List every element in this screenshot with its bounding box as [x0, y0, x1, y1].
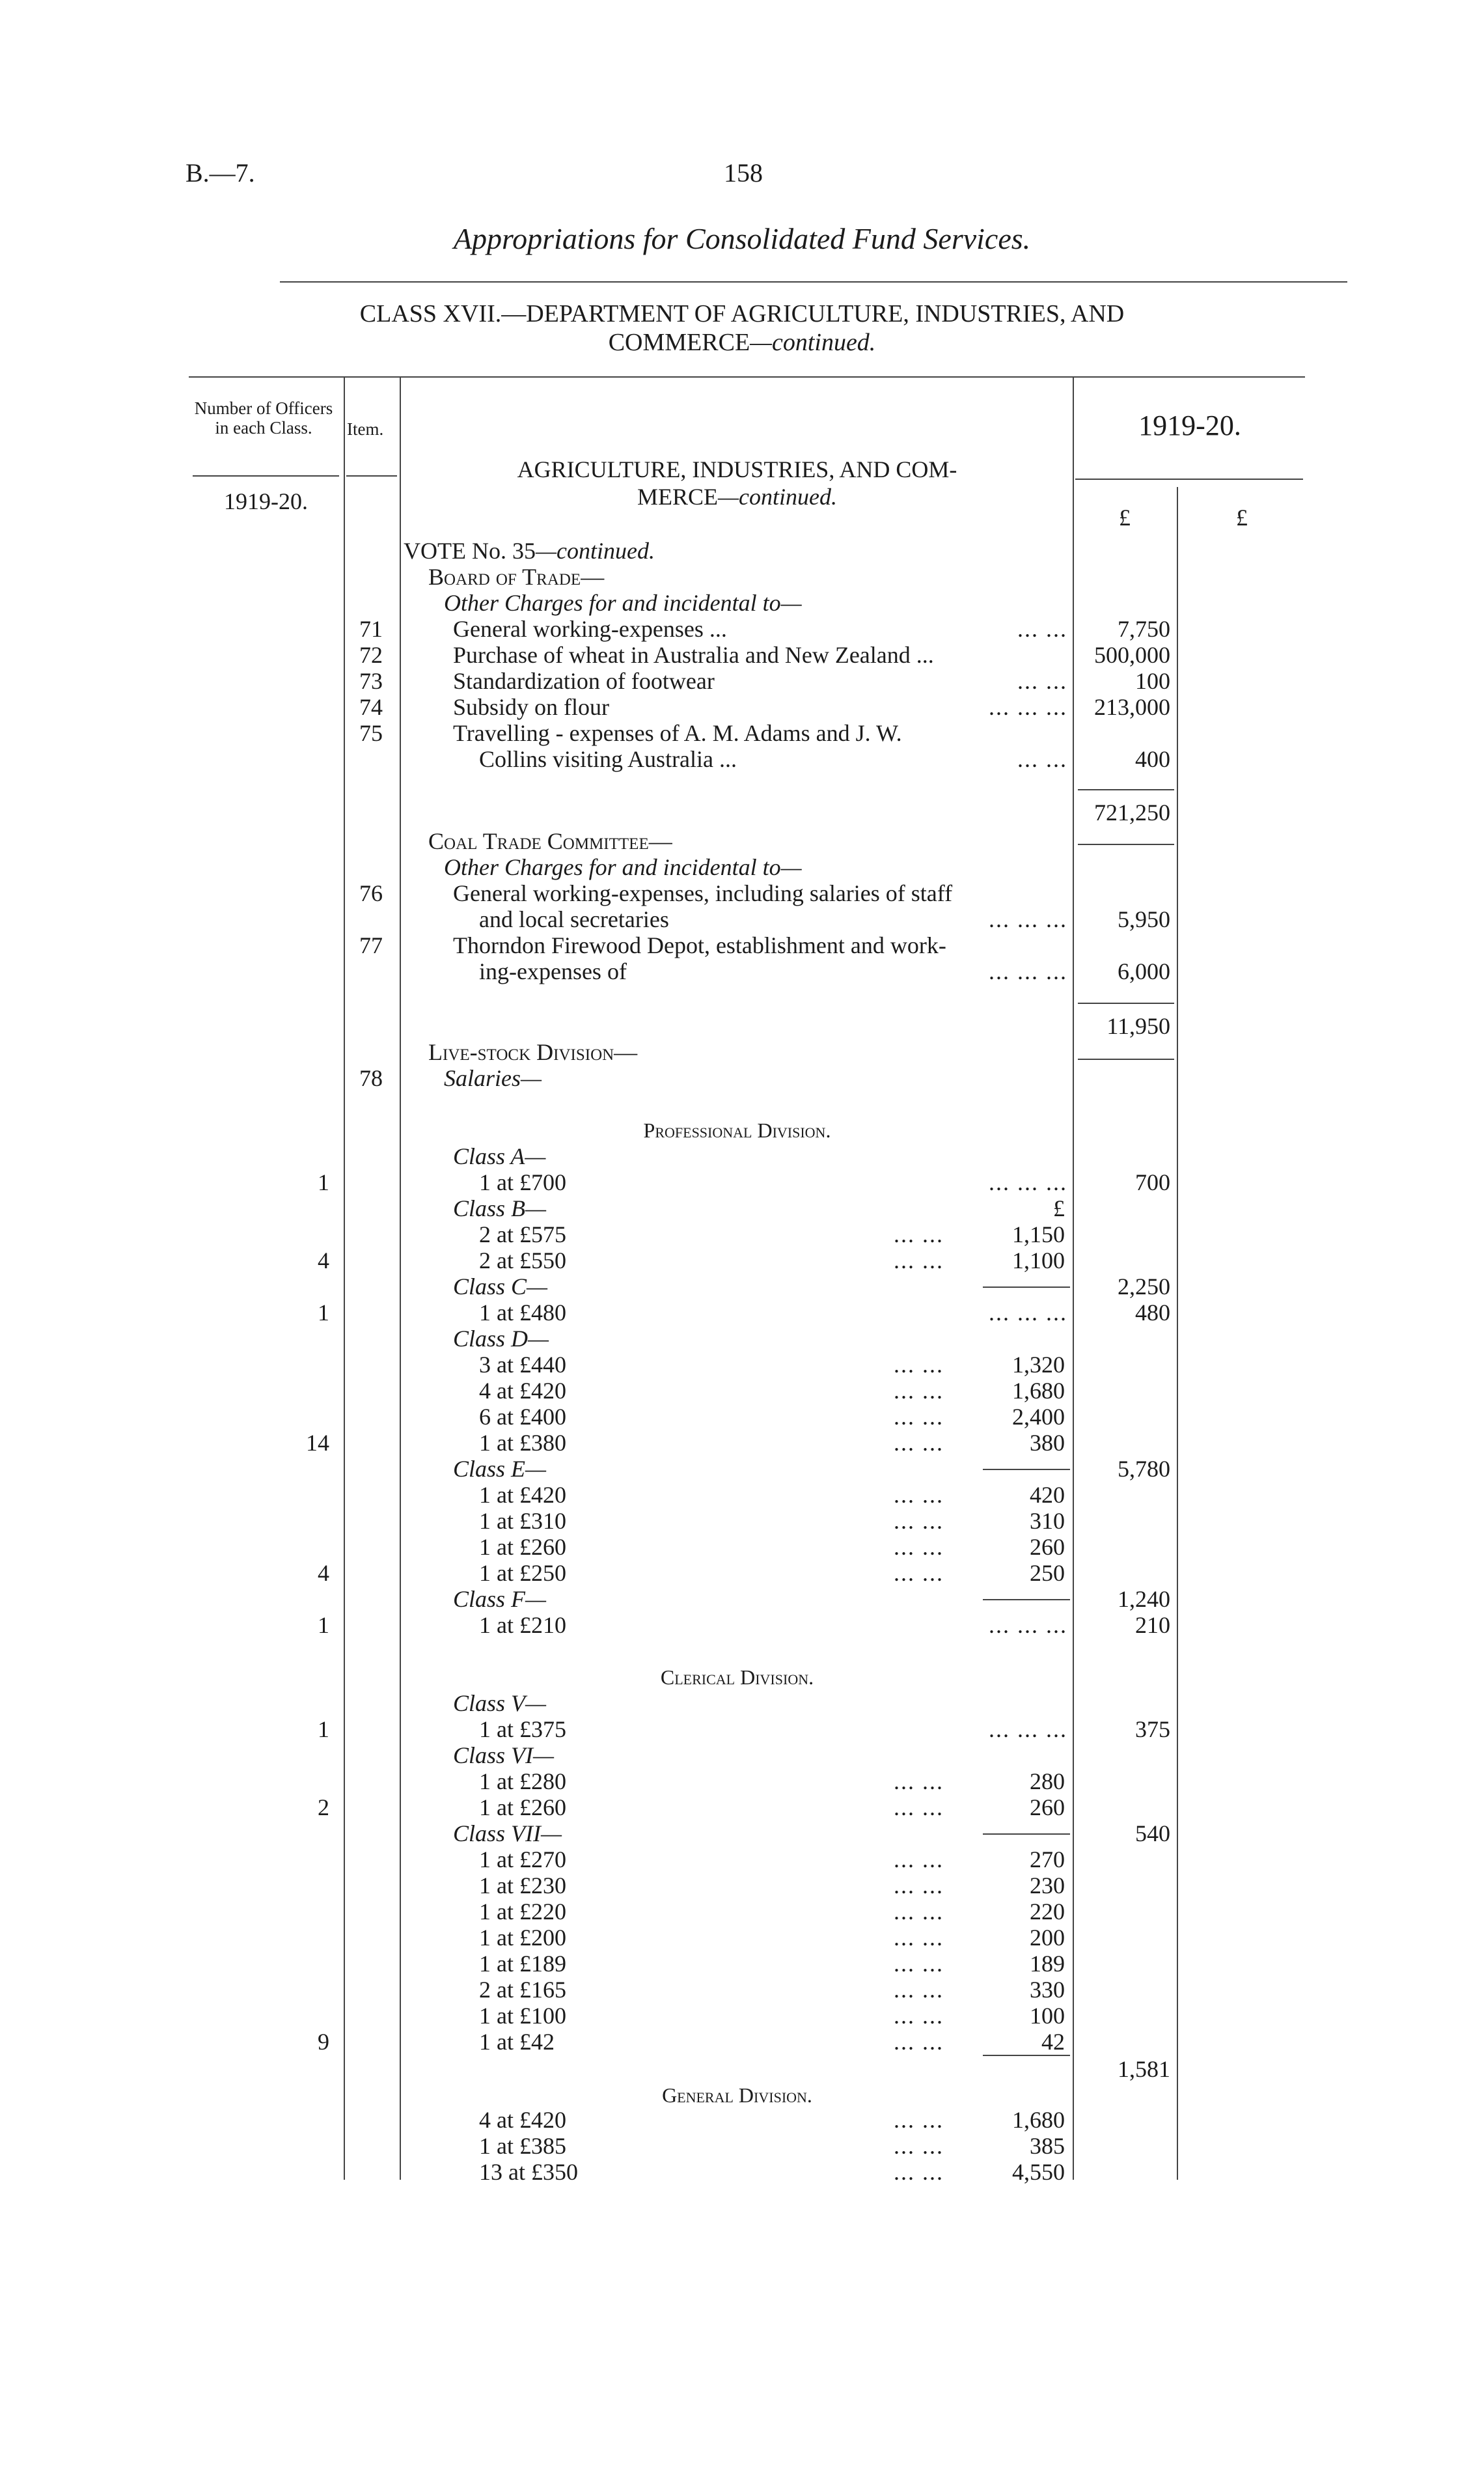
clerical-leader: ... ...: [894, 1768, 944, 1794]
board-of-trade-item-text: Subsidy on flour: [453, 694, 610, 720]
clerical-class-label: Class VII—: [453, 1820, 562, 1846]
professional-total-amount: 5,780: [1118, 1456, 1170, 1482]
professional-leader: ... ...: [894, 1378, 944, 1404]
clerical-leader: ... ...: [894, 1794, 944, 1820]
professional-rate-label: 3 at £440: [479, 1352, 566, 1378]
professional-inner-amount: 380: [1030, 1430, 1065, 1456]
general-division-heading: General Division.: [662, 2083, 812, 2107]
professional-leader: ... ...: [894, 1534, 944, 1560]
table-top-rule: [189, 376, 1305, 378]
board-of-trade-total: 721,250: [1094, 800, 1170, 826]
board-of-trade-item-number: 73: [359, 668, 383, 694]
class-heading-line1: CLASS XVII.—DEPARTMENT OF AGRICULTURE, INDUSTRIES, AND: [359, 300, 1125, 327]
professional-rate-label: 1 at £420: [479, 1482, 566, 1508]
professional-inner-amount: 420: [1030, 1482, 1065, 1508]
board-of-trade-sub: Other Charges for and incidental to—: [444, 590, 802, 616]
clerical-rate-label: 1 at £100: [479, 2003, 566, 2029]
professional-subtotal-rule: [983, 1287, 1070, 1288]
professional-leader: ... ... ...: [989, 1612, 1067, 1638]
year-header-rule: [1075, 479, 1303, 480]
page-number: 158: [724, 158, 763, 188]
professional-officer-count: 4: [318, 1247, 329, 1273]
coal-total-rule: [1078, 1003, 1174, 1004]
clerical-inner-amount: 200: [1030, 1925, 1065, 1951]
professional-division-heading: Professional Division.: [643, 1119, 831, 1142]
clerical-rate-label: 1 at £260: [479, 1794, 566, 1820]
clerical-leader: ... ...: [894, 1925, 944, 1951]
professional-leader: ... ... ...: [989, 1169, 1067, 1195]
vote-heading: VOTE No. 35—continued.: [404, 538, 655, 564]
clerical-rate-label: 2 at £165: [479, 1977, 566, 2003]
class-heading-line2: COMMERCE—continued.: [608, 329, 876, 356]
professional-class-label: Class C—: [453, 1273, 548, 1300]
coal-trade-item-number: 77: [359, 932, 383, 958]
professional-leader: ... ...: [894, 1430, 944, 1456]
officers-year-header: 1919-20.: [224, 488, 308, 514]
professional-total-amount: 210: [1135, 1612, 1170, 1638]
professional-class-label: Class D—: [453, 1326, 549, 1352]
clerical-leader: ... ...: [894, 1872, 944, 1899]
professional-inner-amount: 310: [1030, 1508, 1065, 1534]
coal-total-under-rule: [1078, 1059, 1174, 1060]
board-of-trade-item-amount: 100: [1135, 668, 1170, 694]
professional-rate-label: 2 at £550: [479, 1247, 566, 1273]
officers-column-rule: [344, 376, 345, 2180]
pound-header-2: £: [1236, 505, 1248, 531]
professional-inner-amount: 260: [1030, 1534, 1065, 1560]
professional-total-amount: 2,250: [1118, 1273, 1170, 1300]
professional-subtotal-rule: [983, 1599, 1070, 1600]
livestock-item-number: 78: [359, 1065, 383, 1091]
clerical-inner-amount: 189: [1030, 1951, 1065, 1977]
board-of-trade-item-amount: 7,750: [1118, 616, 1170, 642]
professional-officer-count: 14: [306, 1430, 329, 1456]
clerical-subtotal-rule: [983, 1833, 1070, 1835]
board-of-trade-item-leader: ... ...: [1017, 668, 1067, 694]
professional-rate-label: 1 at £380: [479, 1430, 566, 1456]
year-column-header: 1919-20.: [1138, 410, 1241, 441]
item-header-rule: [346, 475, 397, 477]
professional-officer-count: 1: [318, 1612, 329, 1638]
clerical-leader: ... ... ...: [989, 1716, 1067, 1742]
board-of-trade-item-number: 72: [359, 642, 383, 668]
clerical-inner-amount: 260: [1030, 1794, 1065, 1820]
coal-trade-total: 11,950: [1106, 1013, 1170, 1039]
coal-trade-item-amount: 6,000: [1118, 958, 1170, 984]
class-heading: [0, 299, 1484, 357]
board-of-trade-item-amount: 400: [1135, 746, 1170, 772]
professional-rate-label: 2 at £575: [479, 1221, 566, 1247]
clerical-division-heading: Clerical Division.: [660, 1665, 814, 1689]
clerical-class-label: Class V—: [453, 1690, 547, 1716]
clerical-rate-label: 1 at £280: [479, 1768, 566, 1794]
professional-leader: ... ...: [894, 1221, 944, 1247]
board-of-trade-item-number: 75: [359, 720, 383, 746]
professional-total-amount: 1,240: [1118, 1586, 1170, 1612]
board-of-trade-item-text: Purchase of wheat in Australia and New Zealand ...: [453, 642, 934, 668]
clerical-leader: ... ...: [894, 1846, 944, 1872]
board-of-trade-item-text: General working-expenses ...: [453, 616, 727, 642]
page-title: Appropriations for Consolidated Fund Services.: [453, 222, 1031, 255]
general-rate-label: 13 at £350: [479, 2159, 578, 2185]
clerical-rate-label: 1 at £200: [479, 1925, 566, 1951]
general-leader: ... ...: [894, 2133, 944, 2159]
clerical-leader: ... ...: [894, 2029, 944, 2055]
clerical-rate-label: 1 at £220: [479, 1899, 566, 1925]
clerical-leader: ... ...: [894, 1951, 944, 1977]
board-of-trade-item-number: 71: [359, 616, 383, 642]
coal-trade-heading: Coal Trade Committee—: [428, 828, 672, 854]
board-of-trade-item-amount: 500,000: [1094, 642, 1170, 668]
professional-leader: ... ... ...: [989, 1300, 1067, 1326]
professional-rate-label: 1 at £310: [479, 1508, 566, 1534]
professional-officer-count: 4: [318, 1560, 329, 1586]
clerical-rate-label: 1 at £230: [479, 1872, 566, 1899]
board-of-trade-item-number: 74: [359, 694, 383, 720]
professional-leader: ... ...: [894, 1508, 944, 1534]
coal-trade-item-text: and local secretaries: [479, 906, 669, 932]
board-of-trade-item-leader: ... ...: [1017, 746, 1067, 772]
clerical-leader: ... ...: [894, 2003, 944, 2029]
professional-inner-amount: 1,150: [1012, 1221, 1065, 1247]
clerical-subtotal-rule: [983, 2055, 1070, 2056]
professional-total-amount: 480: [1135, 1300, 1170, 1326]
board-of-trade-item-text: Collins visiting Australia ...: [479, 746, 737, 772]
board-of-trade-item-leader: ... ...: [1017, 616, 1067, 642]
general-leader: ... ...: [894, 2159, 944, 2185]
coal-trade-item-text: ing-expenses of: [479, 958, 627, 984]
board-of-trade-item-text: Travelling - expenses of A. M. Adams and J. W.: [453, 720, 902, 746]
professional-rate-label: 1 at £260: [479, 1534, 566, 1560]
clerical-officer-count: 1: [318, 1716, 329, 1742]
coal-trade-item-leader: ... ... ...: [989, 958, 1067, 984]
board-of-trade-item-leader: ... ... ...: [989, 694, 1067, 720]
professional-rate-label: 4 at £420: [479, 1378, 566, 1404]
professional-inner-amount: 1,100: [1012, 1247, 1065, 1273]
general-inner-amount: 385: [1030, 2133, 1065, 2159]
professional-rate-label: 1 at £250: [479, 1560, 566, 1586]
coal-trade-item-amount: 5,950: [1118, 906, 1170, 932]
coal-trade-item-leader: ... ... ...: [989, 906, 1067, 932]
professional-leader: ... ...: [894, 1352, 944, 1378]
clerical-inner-amount: 100: [1030, 2003, 1065, 2029]
general-rate-label: 4 at £420: [479, 2107, 566, 2133]
board-of-trade-item-amount: 213,000: [1094, 694, 1170, 720]
professional-class-label: Class B—: [453, 1195, 547, 1221]
professional-class-label: Class E—: [453, 1456, 547, 1482]
general-rate-label: 1 at £385: [479, 2133, 566, 2159]
total-column-rule: [1177, 487, 1178, 2180]
header-rule: [280, 281, 1347, 283]
professional-leader: ... ...: [894, 1404, 944, 1430]
general-inner-amount: 4,550: [1012, 2159, 1065, 2185]
professional-inner-amount: 1,680: [1012, 1378, 1065, 1404]
board-of-trade-heading: Board of Trade—: [428, 564, 605, 590]
clerical-total-amount: 540: [1135, 1820, 1170, 1846]
professional-rate-label: 1 at £480: [479, 1300, 566, 1326]
clerical-inner-amount: 42: [1041, 2029, 1065, 2055]
coal-trade-item-number: 76: [359, 880, 383, 906]
clerical-total: 1,581: [1118, 2056, 1170, 2082]
professional-rate-label: 1 at £700: [479, 1169, 566, 1195]
coal-trade-item-text: General working-expenses, including salaries of staff: [453, 880, 953, 906]
clerical-rate-label: 1 at £42: [479, 2029, 555, 2055]
board-total-rule: [1078, 789, 1174, 790]
professional-class-label: Class F—: [453, 1586, 547, 1612]
clerical-officer-count: 2: [318, 1794, 329, 1820]
document-reference: B.—7.: [186, 158, 255, 188]
professional-inner-amount: £: [1053, 1195, 1065, 1221]
professional-inner-amount: 2,400: [1012, 1404, 1065, 1430]
coal-trade-sub: Other Charges for and incidental to—: [444, 854, 802, 880]
clerical-inner-amount: 280: [1030, 1768, 1065, 1794]
professional-leader: ... ...: [894, 1560, 944, 1586]
coal-trade-item-text: Thorndon Firewood Depot, establishment and work-: [453, 932, 946, 958]
clerical-inner-amount: 220: [1030, 1899, 1065, 1925]
officers-column-header: Number of Officers in each Class.: [194, 398, 333, 438]
professional-officer-count: 1: [318, 1300, 329, 1326]
professional-class-label: Class A—: [453, 1143, 546, 1169]
general-inner-amount: 1,680: [1012, 2107, 1065, 2133]
livestock-heading: Live-stock Division—: [428, 1039, 638, 1065]
professional-rate-label: 1 at £210: [479, 1612, 566, 1638]
clerical-inner-amount: 330: [1030, 1977, 1065, 2003]
section-heading: AGRICULTURE, INDUSTRIES, AND COM- MERCE—continued.: [517, 456, 957, 510]
clerical-class-label: Class VI—: [453, 1742, 555, 1768]
professional-leader: ... ...: [894, 1482, 944, 1508]
professional-subtotal-rule: [983, 1469, 1070, 1470]
clerical-total-amount: 375: [1135, 1716, 1170, 1742]
clerical-officer-count: 9: [318, 2029, 329, 2055]
board-total-under-rule: [1078, 844, 1174, 845]
clerical-rate-label: 1 at £270: [479, 1846, 566, 1872]
item-column-header: Item.: [347, 419, 384, 439]
officers-header-rule: [193, 475, 339, 477]
clerical-leader: ... ...: [894, 1899, 944, 1925]
professional-leader: ... ...: [894, 1247, 944, 1273]
professional-inner-amount: 1,320: [1012, 1352, 1065, 1378]
clerical-rate-label: 1 at £375: [479, 1716, 566, 1742]
general-leader: ... ...: [894, 2107, 944, 2133]
clerical-inner-amount: 270: [1030, 1846, 1065, 1872]
professional-officer-count: 1: [318, 1169, 329, 1195]
pound-header: £: [1119, 505, 1131, 531]
clerical-rate-label: 1 at £189: [479, 1951, 566, 1977]
item-column-rule: [400, 376, 401, 2180]
clerical-leader: ... ...: [894, 1977, 944, 2003]
professional-inner-amount: 250: [1030, 1560, 1065, 1586]
professional-total-amount: 700: [1135, 1169, 1170, 1195]
clerical-inner-amount: 230: [1030, 1872, 1065, 1899]
professional-rate-label: 6 at £400: [479, 1404, 566, 1430]
board-of-trade-item-text: Standardization of footwear: [453, 668, 715, 694]
livestock-sub: Salaries—: [444, 1065, 542, 1091]
